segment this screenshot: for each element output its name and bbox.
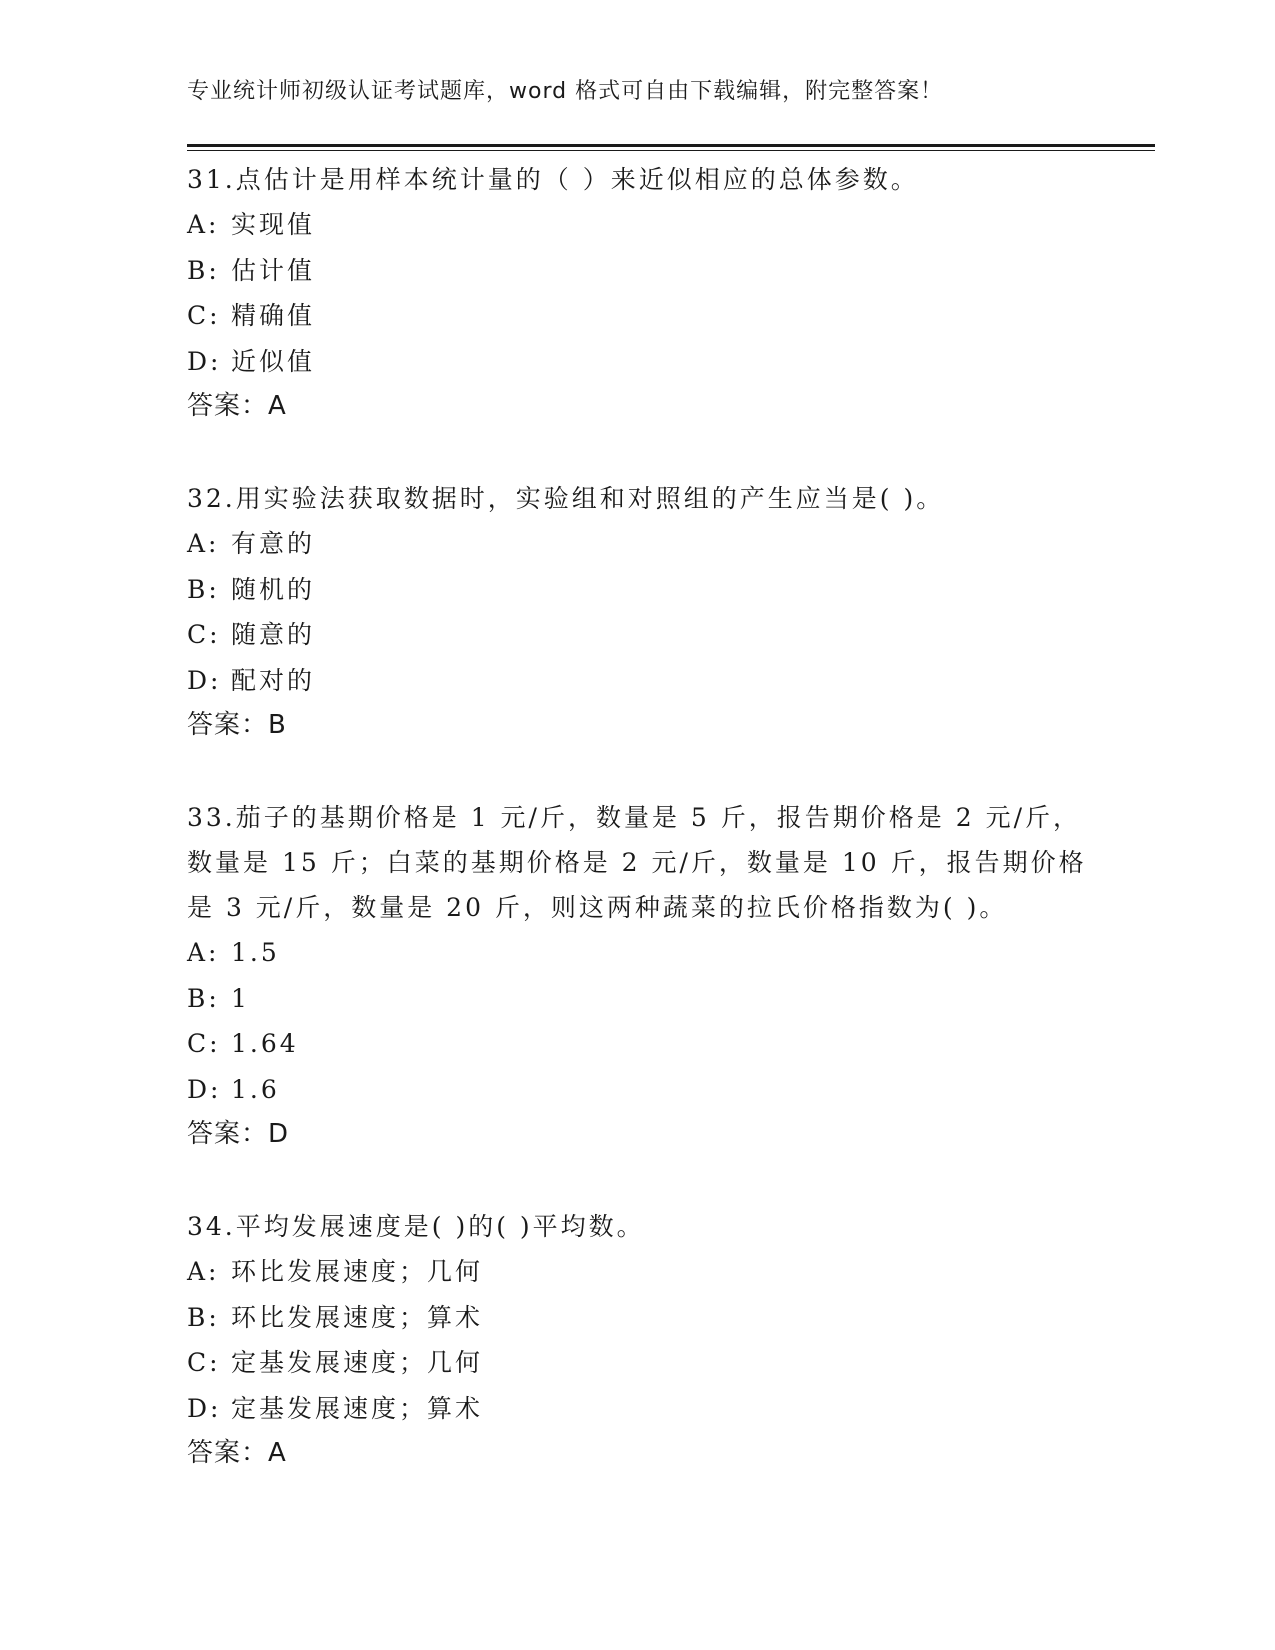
- option-letter: C:: [187, 301, 221, 330]
- question-stem: 数量是 15 斤；白菜的基期价格是 2 元/斤，数量是 10 斤，报告期价格: [187, 848, 1087, 877]
- option-text: 估计值: [231, 255, 316, 285]
- option-text: 环比发展速度；算术: [231, 1302, 484, 1332]
- option-c: [187, 612, 1087, 658]
- question-stem: 32.用实验法获取数据时，实验组和对照组的产生应当是( )。: [187, 484, 945, 513]
- option-c: [187, 293, 1087, 339]
- question-stem: 是 3 元/斤，数量是 20 斤，则这两种蔬菜的拉氏价格指数为( )。: [187, 893, 1008, 922]
- option-letter: C:: [187, 1348, 221, 1377]
- option-c: [187, 1021, 1087, 1067]
- question-stem: 31.点估计是用样本统计量的（ ）来近似相应的总体参数。: [187, 165, 919, 194]
- option-b: [187, 1295, 1087, 1341]
- option-letter: B:: [187, 574, 220, 604]
- option-letter: A:: [187, 529, 220, 558]
- option-c: [187, 1340, 1087, 1386]
- option-a: [187, 202, 1087, 248]
- option-a: [187, 1249, 1087, 1295]
- question-stem: 34.平均发展速度是( )的( )平均数。: [187, 1212, 645, 1241]
- option-text: 近似值: [231, 346, 316, 376]
- option-letter: B:: [187, 255, 220, 285]
- option-text: 精确值: [231, 301, 316, 330]
- option-text: 1.5: [231, 938, 280, 967]
- option-text: 随意的: [231, 620, 316, 649]
- option-d: [187, 1386, 1087, 1432]
- option-letter: C:: [187, 620, 221, 649]
- option-b: [187, 567, 1087, 613]
- answer-line: 答案：A: [187, 1438, 287, 1468]
- option-text: 定基发展速度；算术: [231, 1393, 484, 1423]
- option-b: [187, 248, 1087, 294]
- option-letter: D:: [187, 665, 222, 695]
- answer-line: 答案：A: [187, 391, 287, 421]
- option-letter: C:: [187, 1029, 221, 1058]
- option-text: 1: [231, 983, 250, 1013]
- option-a: [187, 930, 1087, 976]
- option-letter: D:: [187, 1393, 222, 1423]
- option-d: [187, 658, 1087, 704]
- option-letter: B:: [187, 1302, 220, 1332]
- option-a: [187, 521, 1087, 567]
- option-d: [187, 1067, 1087, 1113]
- answer-line: 答案：B: [187, 710, 287, 740]
- option-letter: D:: [187, 1074, 222, 1104]
- option-text: 有意的: [231, 529, 316, 558]
- option-text: 环比发展速度；几何: [231, 1257, 484, 1286]
- page-header: 专业统计师初级认证考试题库，word 格式可自由下载编辑，附完整答案！: [187, 79, 944, 104]
- option-text: 配对的: [231, 665, 316, 695]
- question-32: [187, 476, 1087, 748]
- answer-line: 答案：D: [187, 1119, 290, 1149]
- question-33: [187, 795, 1087, 1157]
- option-letter: A:: [187, 210, 220, 239]
- option-letter: A:: [187, 938, 220, 967]
- option-text: 1.64: [231, 1029, 299, 1058]
- option-text: 1.6: [231, 1074, 280, 1104]
- header-rule-thick: [187, 144, 1155, 147]
- question-31: [187, 157, 1087, 429]
- option-text: 随机的: [231, 574, 316, 604]
- question-stem: 33.茄子的基期价格是 1 元/斤，数量是 5 斤，报告期价格是 2 元/斤，: [187, 803, 1082, 832]
- option-letter: B:: [187, 983, 220, 1013]
- option-letter: D:: [187, 346, 222, 376]
- option-text: 实现值: [231, 210, 316, 239]
- header-rule-thin: [187, 150, 1155, 151]
- option-text: 定基发展速度；几何: [231, 1348, 484, 1377]
- question-34: [187, 1204, 1087, 1476]
- option-letter: A:: [187, 1257, 220, 1286]
- option-b: [187, 976, 1087, 1022]
- option-d: [187, 339, 1087, 385]
